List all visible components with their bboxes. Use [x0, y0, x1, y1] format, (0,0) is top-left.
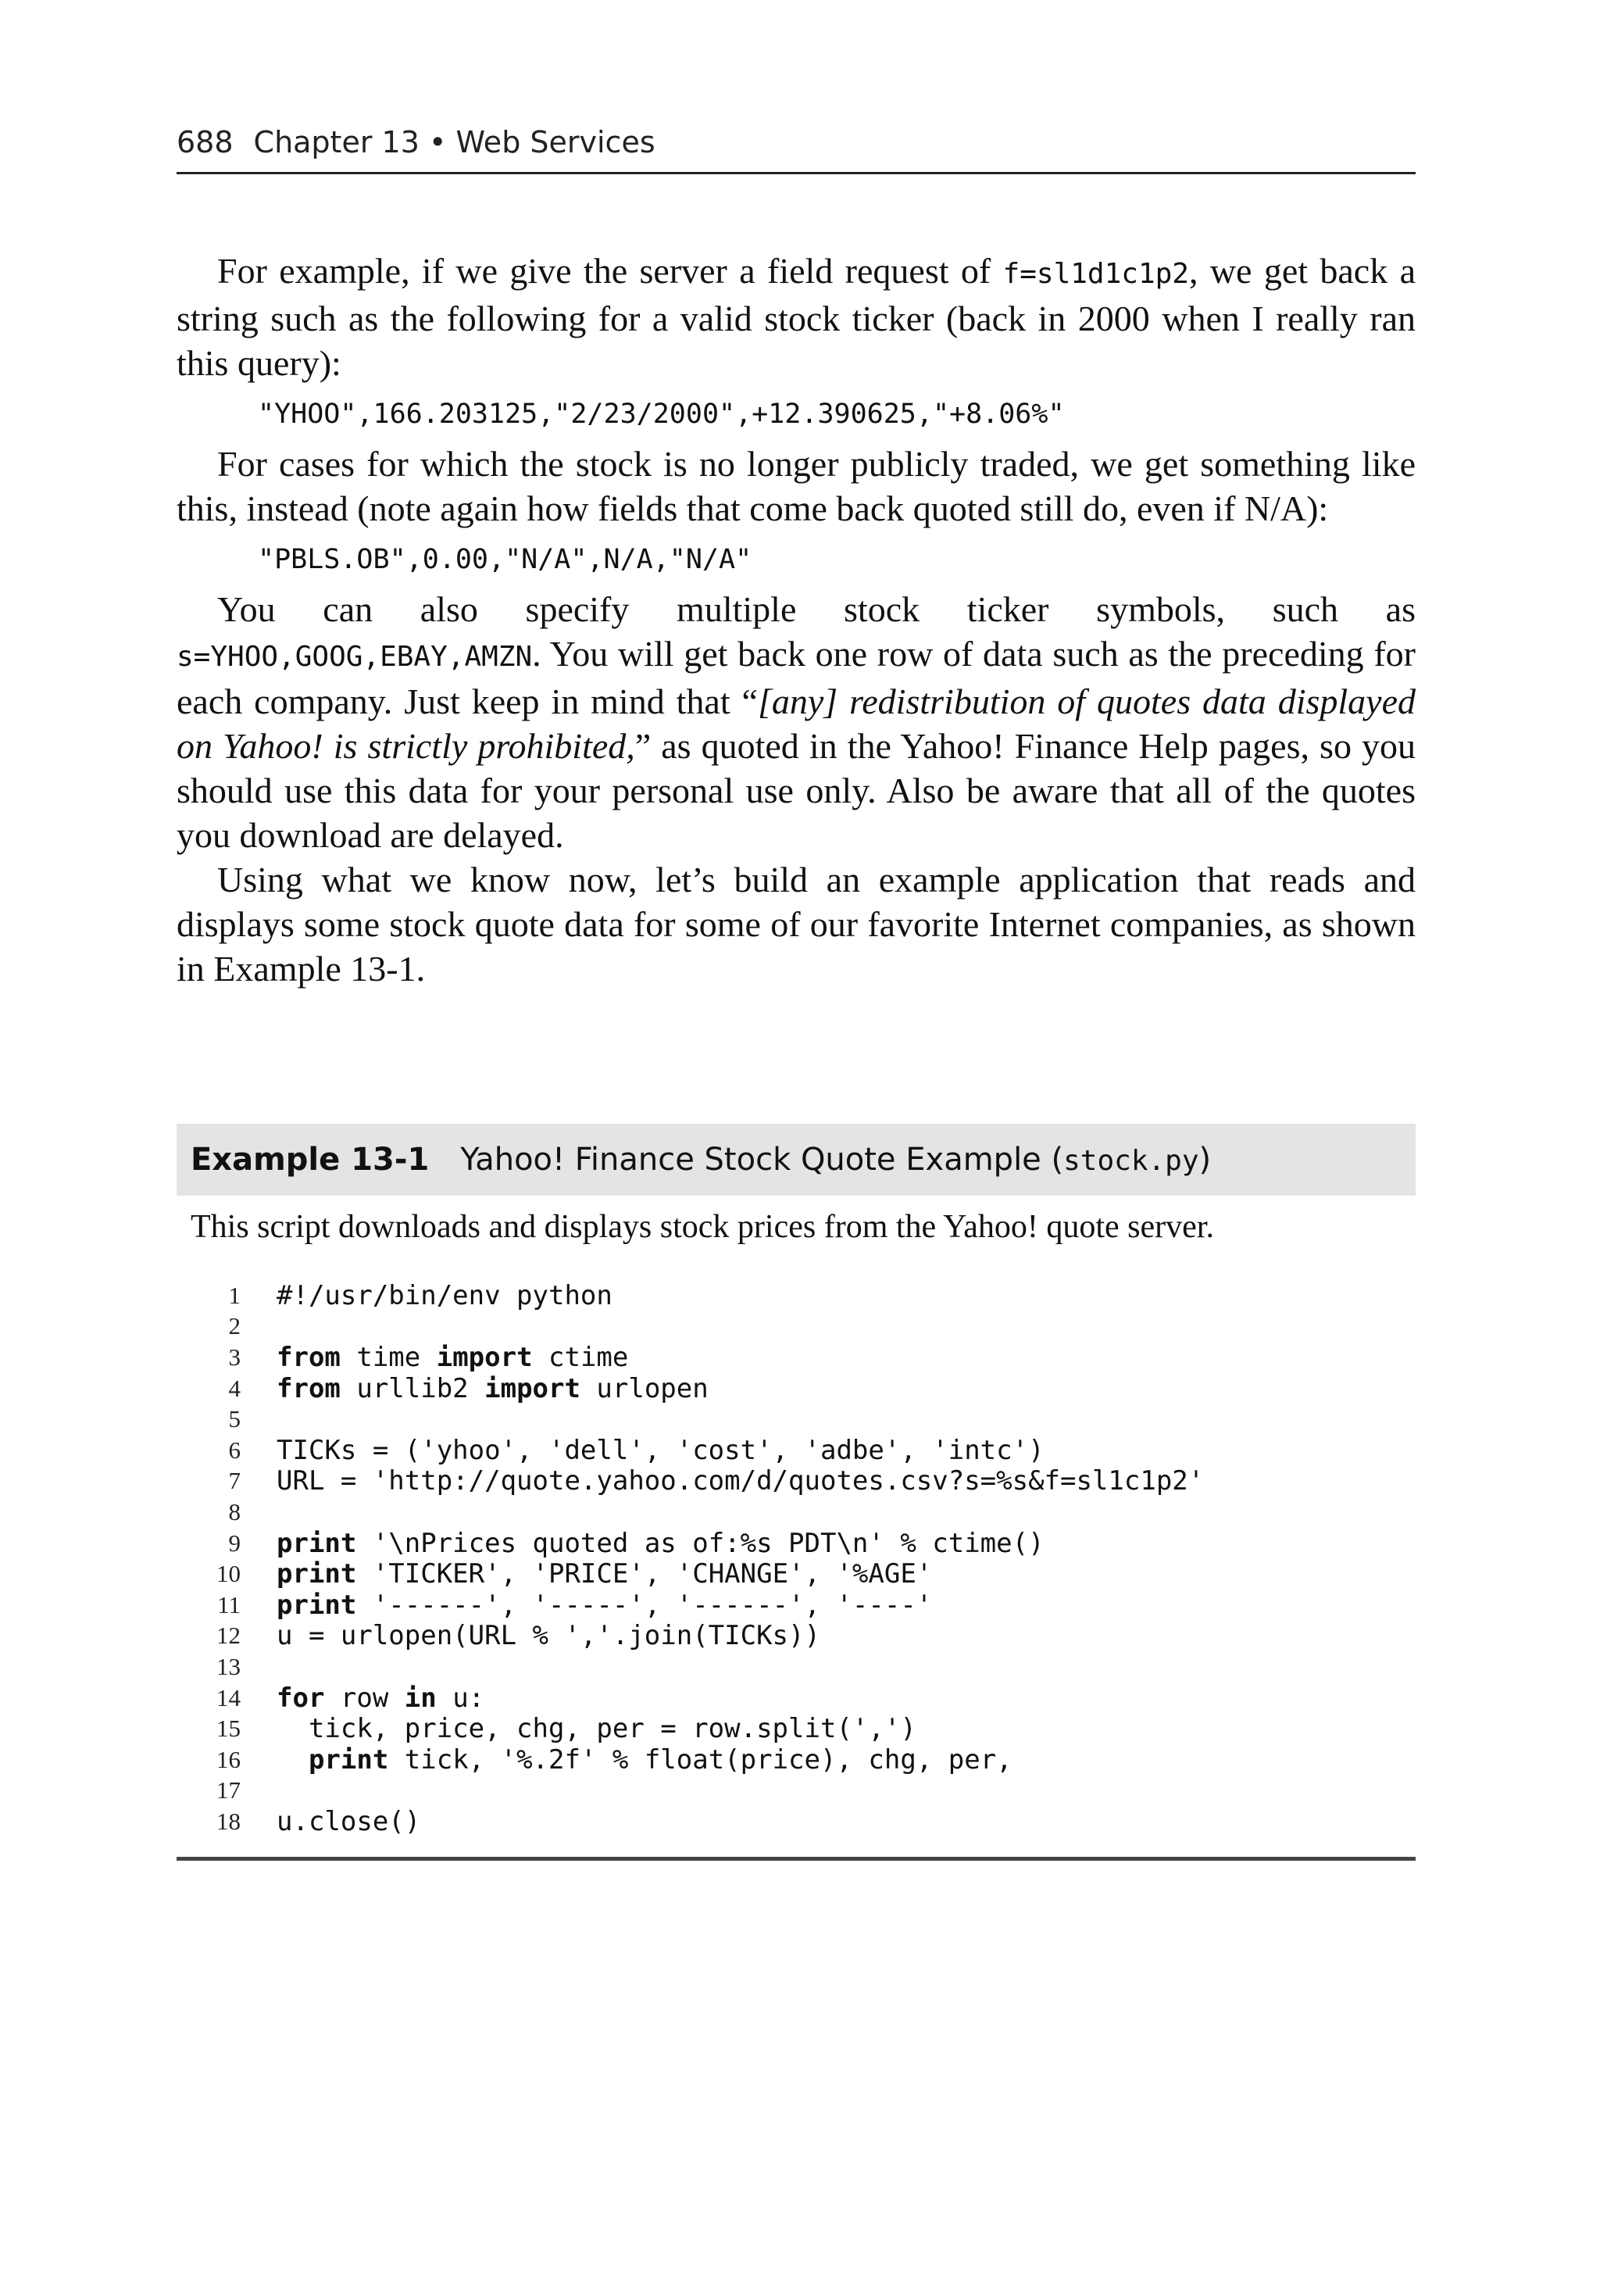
- chapter-title: Chapter 13 • Web Services: [253, 125, 655, 159]
- text-run: ” as quoted in the Yahoo! Finance Help pages, so you should use this data for your personal use only. Also be aware that all of the quotes you download are delayed.: [177, 726, 1416, 855]
- code-text: print '\nPrices quoted as of:%s PDT\n' % ctime(): [277, 1527, 1045, 1559]
- code-text: from time import ctime: [277, 1341, 629, 1373]
- code-text: print '------', '-----', '------', '----': [277, 1589, 933, 1621]
- code-text: URL = 'http://quote.yahoo.com/d/quotes.csv?s=%s&f=sl1c1p2': [277, 1465, 1205, 1497]
- text-run: For example, if we give the server a field request of: [217, 251, 1003, 291]
- line-number: 1: [228, 1281, 241, 1309]
- code-sample: "PBLS.OB",0.00,"N/A",N/A,"N/A": [258, 544, 752, 575]
- example-heading: [177, 1124, 1416, 1196]
- code-text: u = urlopen(URL % ','.join(TICKs)): [277, 1620, 820, 1652]
- code-sample: "YHOO",166.203125,"2/23/2000",+12.390625,"+8.06%": [258, 399, 1065, 430]
- paragraph: For cases for which the stock is no longer publicly traded, we get something like this, instead (note again how fields that come back quoted still do, even if N/A):: [177, 444, 1416, 528]
- line-number: 9: [228, 1529, 241, 1557]
- code-text: from urllib2 import urlopen: [277, 1372, 709, 1404]
- code-text: print tick, '%.2f' % float(price), chg, per,: [308, 1743, 1012, 1776]
- text-run: , we get back a string such as the following for a valid stock ticker (back in 2000 when I really ran this query):: [177, 251, 1416, 383]
- line-number: 2: [228, 1312, 241, 1340]
- running-head: [177, 123, 1416, 174]
- line-number: 6: [228, 1436, 241, 1464]
- code-line: [177, 1404, 1416, 1435]
- line-number: 17: [216, 1776, 241, 1804]
- line-number: 4: [228, 1374, 241, 1402]
- example-number: Example 13-1: [191, 1142, 430, 1178]
- italic-quote: [any] redistribution of quotes data displayed on Yahoo! is strictly prohibited,: [177, 681, 1416, 766]
- line-number: 16: [216, 1745, 241, 1773]
- line-number: 13: [216, 1652, 241, 1680]
- code-text: tick, price, chg, per = row.split(','): [277, 1713, 916, 1745]
- inline-code: f=sl1d1c1p2: [1002, 258, 1189, 290]
- inline-code: s=YHOO,GOOG,EBAY,AMZN: [177, 641, 533, 673]
- code-line: [177, 1435, 1416, 1466]
- code-text: u.close(): [277, 1805, 421, 1837]
- code-listing: [177, 1280, 1416, 1837]
- code-line: [177, 1373, 1416, 1404]
- paragraph: [177, 587, 1416, 857]
- code-text: for row in u:: [277, 1682, 485, 1714]
- code-line: [177, 1590, 1416, 1621]
- code-line: [177, 1528, 1416, 1559]
- text-run: . You will get back one row of data such as the preceding for each company. Just keep in mind that “: [177, 634, 1416, 721]
- line-number: 14: [216, 1683, 241, 1711]
- example-description: This script downloads and displays stock prices from the Yahoo! quote server.: [191, 1209, 1214, 1245]
- paragraph: Using what we know now, let’s build an example application that reads and displays some stock quote data for some of our favorite Internet companies, as shown in Example 13-1.: [177, 860, 1416, 989]
- code-line: [177, 1497, 1416, 1528]
- example-filename: stock.py: [1063, 1145, 1199, 1177]
- line-number: 12: [216, 1622, 241, 1650]
- paragraph: [177, 249, 1416, 385]
- code-line: [177, 1342, 1416, 1373]
- code-line: [177, 1466, 1416, 1497]
- body-text: [177, 249, 1416, 991]
- code-text: print 'TICKER', 'PRICE', 'CHANGE', '%AGE': [277, 1558, 933, 1590]
- line-number: 7: [228, 1467, 241, 1495]
- code-line: [177, 1621, 1416, 1652]
- page-number: 688: [177, 125, 234, 159]
- code-line: [177, 1311, 1416, 1343]
- code-line: [177, 1651, 1416, 1683]
- code-line: [177, 1683, 1416, 1714]
- example-bottom-rule: [177, 1857, 1416, 1861]
- code-line: [177, 1776, 1416, 1807]
- line-number: 5: [228, 1405, 241, 1433]
- code-line: [177, 1744, 1416, 1776]
- line-number: 11: [217, 1590, 241, 1618]
- code-text: TICKs = ('yhoo', 'dell', 'cost', 'adbe', 'intc'): [277, 1434, 1045, 1466]
- code-text: #!/usr/bin/env python: [277, 1279, 612, 1311]
- line-number: 8: [228, 1497, 241, 1525]
- line-number: 10: [216, 1560, 241, 1588]
- code-line: [177, 1280, 1416, 1311]
- example-title-close: ): [1198, 1142, 1212, 1178]
- line-number: 18: [216, 1807, 241, 1835]
- example-title: Yahoo! Finance Stock Quote Example (: [460, 1142, 1064, 1178]
- text-run: You can also specify multiple stock ticker symbols, such as: [217, 589, 1416, 629]
- code-line: [177, 1806, 1416, 1837]
- line-number: 3: [228, 1343, 241, 1371]
- code-line: [177, 1558, 1416, 1590]
- code-line: [177, 1713, 1416, 1744]
- line-number: 15: [216, 1715, 241, 1743]
